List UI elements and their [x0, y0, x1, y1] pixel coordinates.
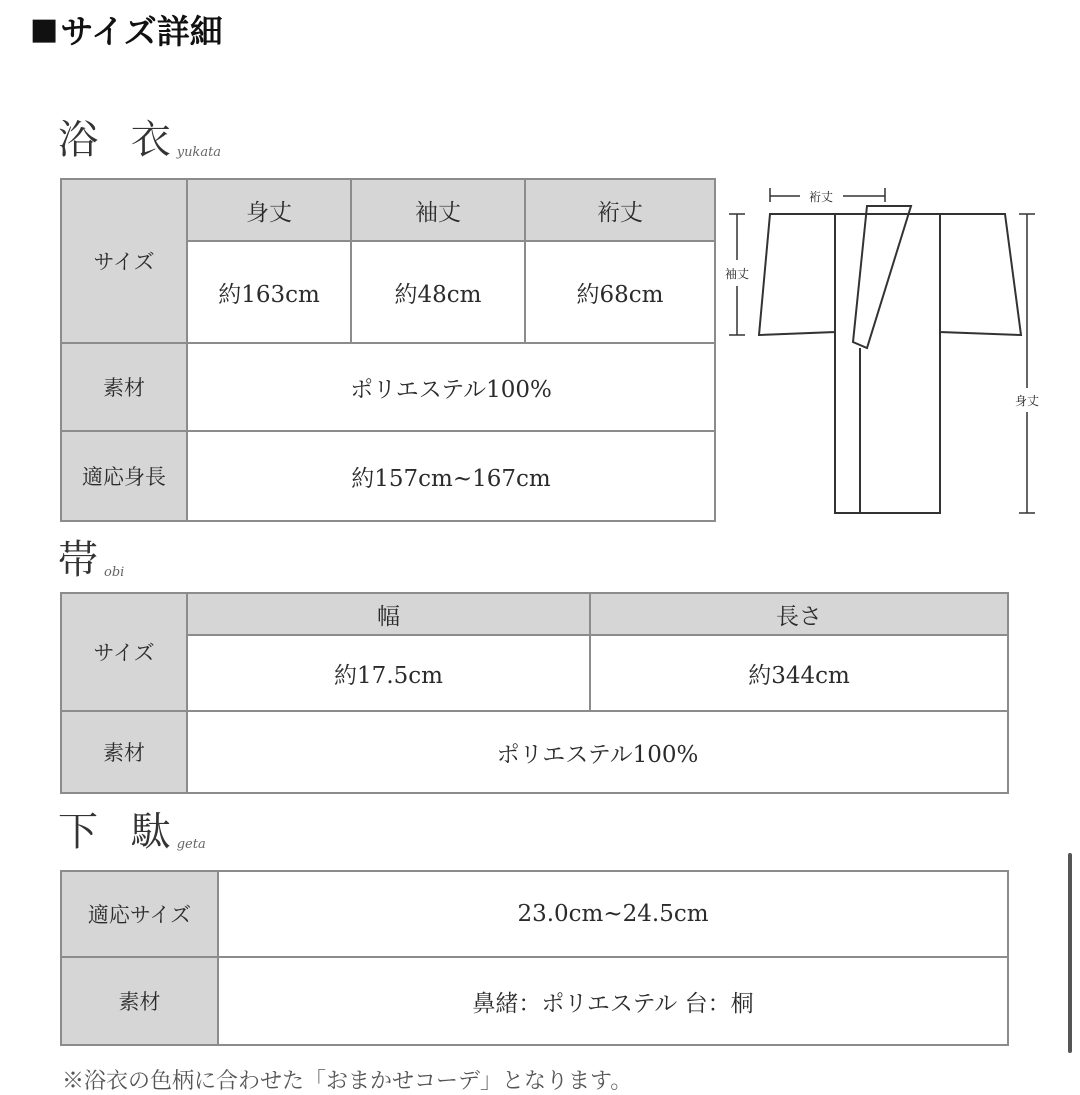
diagram-mitake-label: 身丈 — [1014, 394, 1040, 408]
page-header — [30, 6, 223, 52]
geta-material-value: 鼻緒：ポリエステル 台：桐 — [218, 957, 1008, 1045]
geta-material-label: 素材 — [61, 957, 218, 1045]
yukata-title-script: yukata — [176, 145, 222, 160]
collar-outline — [853, 206, 911, 348]
obi-length-value: 約344cm — [590, 635, 1008, 711]
yukata-sodetake-value: 約48cm — [351, 241, 525, 343]
yukata-height-label: 適応身長 — [61, 431, 187, 521]
yukata-measurement-diagram — [715, 180, 1055, 525]
body-outline — [835, 214, 940, 513]
yukata-size-label: サイズ — [61, 179, 187, 343]
diagram-sodetake-label: 袖丈 — [724, 267, 750, 281]
obi-col-length: 長さ — [590, 593, 1008, 635]
obi-width-value: 約17.5cm — [187, 635, 590, 711]
right-sleeve-outline — [940, 214, 1021, 335]
obi-material-label: 素材 — [61, 711, 187, 793]
yukata-col-sodetake: 袖丈 — [351, 179, 525, 241]
page-title: サイズ詳細 — [60, 11, 223, 51]
obi-size-table — [60, 592, 1009, 794]
yukata-size-table — [60, 178, 716, 522]
yukata-yukitake-value: 約68cm — [525, 241, 715, 343]
geta-section-title — [58, 809, 206, 855]
obi-section-title — [58, 537, 125, 583]
yukata-col-mitake: 身丈 — [187, 179, 351, 241]
yukata-material-label: 素材 — [61, 343, 187, 431]
yukata-material-value: ポリエステル100% — [187, 343, 715, 431]
yukata-col-yukitake: 裄丈 — [525, 179, 715, 241]
yukata-mitake-value: 約163cm — [187, 241, 351, 343]
geta-size-table — [60, 870, 1009, 1046]
left-sleeve-outline — [759, 214, 835, 335]
yukata-height-value: 約157cm~167cm — [187, 431, 715, 521]
footnote: ※浴衣の色柄に合わせた「おまかせコーデ」となります。 — [62, 1069, 633, 1094]
yukata-title: 浴 衣 — [58, 117, 181, 163]
obi-title-script: obi — [104, 565, 125, 580]
square-bullet-icon: ■ — [30, 11, 59, 47]
geta-title-script: geta — [176, 837, 206, 852]
scrollbar[interactable] — [1068, 853, 1072, 1053]
obi-col-width: 幅 — [187, 593, 590, 635]
geta-size-label: 適応サイズ — [61, 871, 218, 957]
obi-material-value: ポリエステル100% — [187, 711, 1008, 793]
geta-title: 下 駄 — [58, 809, 181, 855]
obi-title: 帯 — [58, 537, 108, 583]
obi-size-label: サイズ — [61, 593, 187, 711]
diagram-yukitake-label: 裄丈 — [808, 190, 834, 204]
geta-size-value: 23.0cm~24.5cm — [218, 871, 1008, 957]
yukata-section-title — [58, 117, 222, 163]
